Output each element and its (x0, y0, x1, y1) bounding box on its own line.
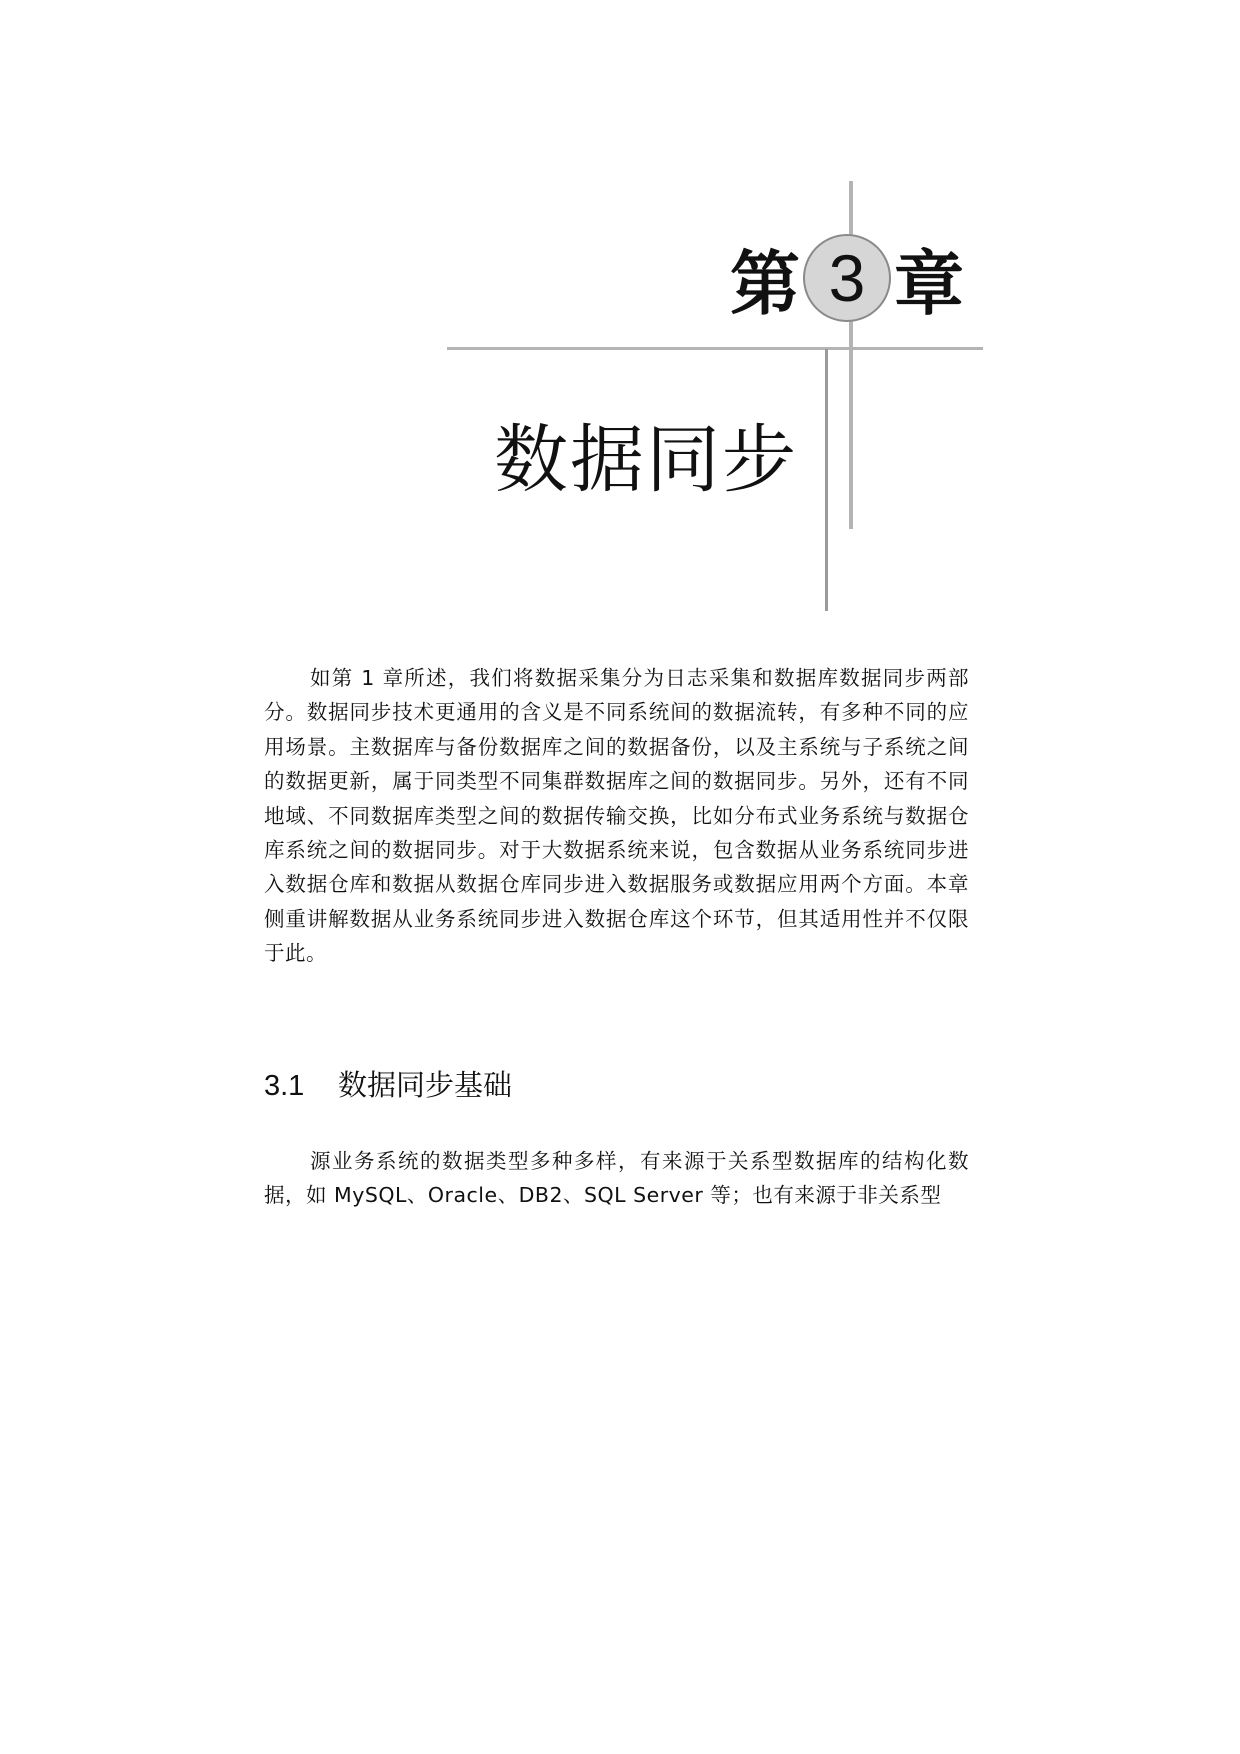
chapter-prefix: 第 (730, 242, 800, 325)
section-paragraph: 源业务系统的数据类型多种多样，有来源于关系型数据库的结构化数据，如 MySQL、Oracle、DB2、SQL Server 等；也有来源于非关系型 (264, 1149, 969, 1208)
chapter-title: 数据同步 (494, 417, 798, 503)
decorative-vertical-rule-bottom (825, 349, 828, 611)
intro-paragraph: 如第 1 章所述，我们将数据采集分为日志采集和数据库数据同步两部分。数据同步技术更通用的含义是不同系统间的数据流转，有多种不同的应用场景。主数据库与备份数据库之间的数据备份，以及主系统与子系统之间的数据更新，属于同类型不同集群数据库之间的数据同步。另外，还有不同地域、不同数据库类型之间的数据传输交换，比如分布式业务系统与数据仓库系统之间的数据同步。对于大数据系统来说，包含数据从业务系统同步进入数据仓库和数据从数据仓库同步进入数据服务或数据应用两个方面。本章侧重讲解数据从业务系统同步进入数据仓库这个环节，但其适用性并不仅限于此。 (264, 666, 969, 966)
chapter-number-circle (803, 234, 891, 322)
section-title: 数据同步基础 (338, 1068, 513, 1102)
chapter-suffix: 章 (894, 242, 964, 325)
section-heading (264, 1063, 512, 1108)
chapter-number: 3 (828, 241, 866, 315)
chapter-heading (730, 228, 964, 328)
decorative-horizontal-rule (447, 347, 983, 350)
section-number: 3.1 (264, 1070, 305, 1102)
